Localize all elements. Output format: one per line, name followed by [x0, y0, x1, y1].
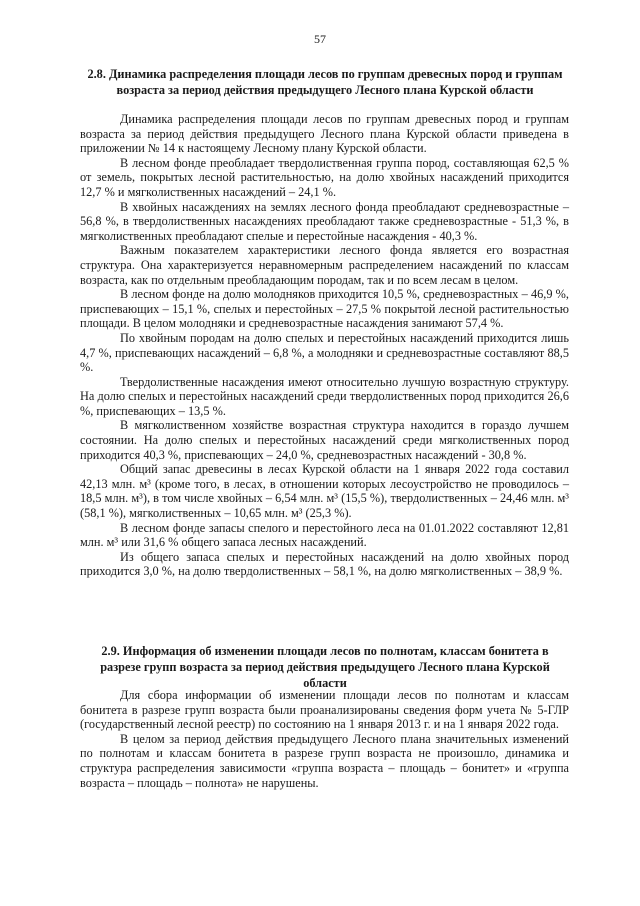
paragraph: Общий запас древесины в лесах Курской области на 1 января 2022 года составил 42,13 млн. м³ (кроме того, в лесах, в отношении которых лесоустройство не проводилось – 18,5 млн. м³), в том числе хвойных – 6,54 млн. м³ (15,5 %), твердолиственных – 24,46 млн. м³ (58,1 %), мягколиственных – 10,65 млн. м³ (25,3 %). — [80, 462, 569, 521]
paragraph: В мягколиственном хозяйстве возрастная структура находится в гораздо лучшем состоянии. На долю спелых и перестойных насаждений среди мягколиственных пород приходится 40,3 %, приспевающих – 24,0 %, средневозрастных насаждений - 30,8 %. — [80, 418, 569, 462]
paragraph: Из общего запаса спелых и перестойных насаждений на долю хвойных пород приходится 3,0 %, на долю твердолиственных – 58,1 %, на долю мягколиственных – 38,9 %. — [80, 549, 569, 579]
paragraph: Важным показателем характеристики лесного фонда является его возрастная структура. Она характеризуется неравномерным распределением насаждений по классам возраста, как по отдельным преобладающим породам, так и по всем лесам в целом. — [80, 243, 569, 287]
section-2-9-title: 2.9. Информация об изменении площади лесов по полнотам, классам бонитета в разрезе групп возраста за период действия предыдущего Лесного плана Курской области — [100, 644, 550, 690]
page-number: 57 — [314, 32, 326, 46]
paragraph: В лесном фонде преобладает твердолиственная группа пород, составляющая 62,5 % от земель, покрытых лесной растительностью, на долю хвойных насаждений приходится 12,7 % и мягколиственных насаждений – 24,1 %. — [80, 155, 569, 199]
paragraph: Динамика распределения площади лесов по группам древесных пород и группам возраста за период действия предыдущего Лесного плана Курской области приведена в приложении № 14 к настоящему Лесному плану Курской области. — [80, 112, 569, 156]
paragraph: В лесном фонде на долю молодняков приходится 10,5 %, средневозрастных – 46,9 %, приспевающих – 15,1 %, спелых и перестойных – 27,5 % покрытой лесной растительностью площади. В целом молодняки и средневозрастные насаждения занимают 57,4 %. — [80, 287, 569, 331]
paragraph: В целом за период действия предыдущего Лесного плана значительных изменений по полнотам и классам бонитета в разрезе групп возраста не произошло, динамика и структура распределения зависимости «группа возраста – площадь – бонитет» и «группа возраста – площадь – полнота» не нарушены. — [80, 731, 569, 790]
paragraph: Твердолиственные насаждения имеют относительно лучшую возрастную структуру. На долю спелых и перестойных насаждений среди твердолиственных пород приходится 26,6 %, приспевающих – 13,5 %. — [80, 374, 569, 418]
section-2-8-title: 2.8. Динамика распределения площади лесов по группам древесных пород и группам возраста за период действия предыдущего Лесного плана Курской области — [87, 67, 563, 97]
paragraph: В лесном фонде запасы спелого и перестойного леса на 01.01.2022 составляют 12,81 млн. м³ или 31,6 % общего запаса лесных насаждений. — [80, 520, 569, 550]
paragraph: Для сбора информации об изменении площади лесов по полнотам и классам бонитета в разрезе групп возраста были проанализированы сведения форм учета № 5-ГЛР (государственный лесной реестр) по состоянию на 1 января 2013 г. и на 1 января 2022 года. — [80, 688, 569, 732]
section-2-9-body — [80, 688, 569, 790]
paragraph: В хвойных насаждениях на землях лесного фонда преобладают средневозрастные – 56,8 %, в твердолиственных насаждениях преобладают также средневозрастные - 51,3 %, в мягколиственных преобладают спелые и перестойные насаждения - 40,3 %. — [80, 199, 569, 243]
section-2-8-body — [80, 112, 569, 579]
paragraph: По хвойным породам на долю спелых и перестойных насаждений приходится лишь 4,7 %, приспевающих насаждений – 6,8 %, а молодняки и средневозрастные составляют 88,5 %. — [80, 330, 569, 375]
